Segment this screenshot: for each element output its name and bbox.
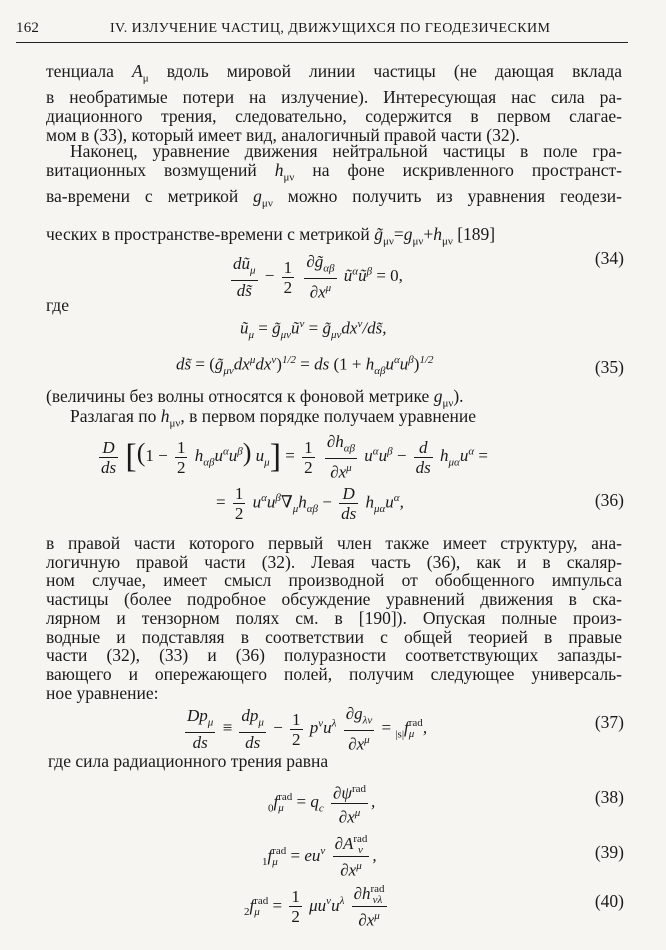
text-line: мом в (33), который имеет вид, аналогичный правой части (32). bbox=[46, 124, 520, 145]
equation-u: $ũ_\mu$ = $g̃_{\mu\nu}ũ^\nu$ = $g̃_{\mu\nu}dx^\nu/ds̃$, bbox=[240, 318, 387, 342]
equation-40: $_2$f rad μ = $\frac{1}{2}$ $\mu u^\nu u^\lambda$ ∂h rad νλ $\partial x^\mu$ bbox=[244, 883, 385, 930]
equation-number: (35) bbox=[594, 357, 624, 377]
text-line: ное уравнение: bbox=[46, 682, 159, 703]
equation-number: (38) bbox=[594, 787, 624, 807]
equation-38: $_0$f rad μ = $q_c$ $\frac{\partial\psi^{rad}}{\partial x^\mu}$ , bbox=[268, 780, 375, 826]
paragraph-1 bbox=[46, 62, 622, 144]
text-line: части (32), (33) и (36) полуразности соответствующих запазды- bbox=[46, 645, 622, 666]
equation-34: $\frac{dũ_\mu}{ds̃}$ − $\frac{1}{2}$ $\frac{\partial g̃_{\alpha\beta}}{\partial x^\mu}$ $ũ^\alpha ũ^\beta = 0$, bbox=[233, 252, 403, 303]
text-line: лярном и тензорном полях см. в [190]). Опуская полные произ- bbox=[46, 607, 622, 628]
text-line: ном случае, имеет смысл производной от обобщенного импульса bbox=[46, 570, 622, 591]
text-line: логичную правой части (32). Левая часть (36), как и в скаляр- bbox=[46, 551, 622, 572]
header-rule bbox=[16, 42, 628, 43]
text-line: ческих в пространстве-времени с метрикой $g̃_{\mu\nu}=g_{\mu\nu}+h_{\mu\nu}$ [189] bbox=[46, 224, 496, 248]
paragraph-3: Разлагая по $h_{\mu\nu}$, в первом порядке получаем уравнение bbox=[70, 406, 477, 430]
equation-37: $\frac{Dp_\mu}{ds}$ ≡ $\frac{dp_\mu}{ds}$ − $\frac{1}{2}$ $p^\nu u^\lambda$ $\frac{\partial g_{\lambda\nu}}{\partial x^\mu}$ = $_{|s|}$f rad μ , bbox=[187, 704, 428, 755]
text-line: ва-времени с метрикой $g_{\mu\nu}$ можно получить из уравнения геодези- bbox=[46, 185, 623, 210]
equation-36-line-1: $\frac{D}{ds}$ [(1 − $\frac{1}{2}$ $h_{\alpha\beta}u^\alpha u^\beta$) $u_\mu$] = $\frac{1}{2}$ $\frac{\partial h_{\alpha\beta}}{\partial x^\mu}$ $u^\alpha u^\beta$ − $\frac{d}{ds}$ $h_{\mu\alpha}u^\alpha$ = bbox=[101, 432, 488, 483]
equation-number: (37) bbox=[594, 712, 624, 732]
equation-number: (39) bbox=[594, 842, 624, 862]
paragraph-4 bbox=[46, 534, 622, 702]
friction-intro: где сила радиационного трения равна bbox=[48, 751, 329, 771]
running-title: IV. ИЗЛУЧЕНИЕ ЧАСТИЦ, ДВИЖУЩИХСЯ ПО ГЕОДЕЗИЧЕСКИМ bbox=[110, 21, 551, 36]
note-line: (величины без волны относятся к фоновой метрике $g_{\mu\nu}$). bbox=[46, 386, 464, 410]
text-line: частицы (более подробное обсуждение уравнений движения в ска- bbox=[46, 589, 622, 610]
equation-number: (34) bbox=[594, 248, 624, 268]
page-number: 162 bbox=[16, 20, 40, 36]
text-line: в правой части которого первый член также имеет структуру, ана- bbox=[46, 533, 622, 553]
text-line: Наконец, уравнение движения нейтральной частицы в поле гра- bbox=[70, 141, 622, 161]
text-line: вающего и опережающего полей, получим следующее универсаль- bbox=[46, 663, 622, 684]
paragraph-2 bbox=[46, 142, 622, 251]
text-line: в необратимые потери на излучение). Интересующая нас сила ра- bbox=[46, 87, 622, 108]
text-line: витационных возмущений $h_{\mu\nu}$ на фоне искривленного пространст- bbox=[46, 159, 622, 184]
text-line: водные и подставляя в соответствии с общей теорией в правые bbox=[46, 626, 622, 647]
text-line: диационного трения, следовательно, содержится в первом слагае- bbox=[46, 105, 622, 126]
equation-35: ds̃ = $(g̃_{\mu\nu}dx^\mu dx^\nu)^{1/2}$ = ds $(1 + h_{\alpha\beta}u^\alpha u^\beta)^{1/2}$ bbox=[176, 354, 434, 378]
text-line: тенциала $A_\mu$ вдоль мировой линии частицы (не дающая вклада bbox=[46, 61, 623, 85]
where-label: где bbox=[46, 295, 69, 315]
page-header bbox=[16, 20, 616, 42]
equation-number: (40) bbox=[594, 891, 624, 911]
equation-number: (36) bbox=[594, 490, 624, 510]
equation-39: $_1$f rad μ = $eu^\nu$ ∂A rad ν $\partial x^\mu$ , bbox=[262, 833, 377, 880]
equation-36-line-2: = $\frac{1}{2}$ $u^\alpha u^\beta\nabla_\mu h_{\alpha\beta}$ − $\frac{D}{ds}$ $h_{\mu\alpha}u^\alpha$, bbox=[216, 484, 404, 523]
